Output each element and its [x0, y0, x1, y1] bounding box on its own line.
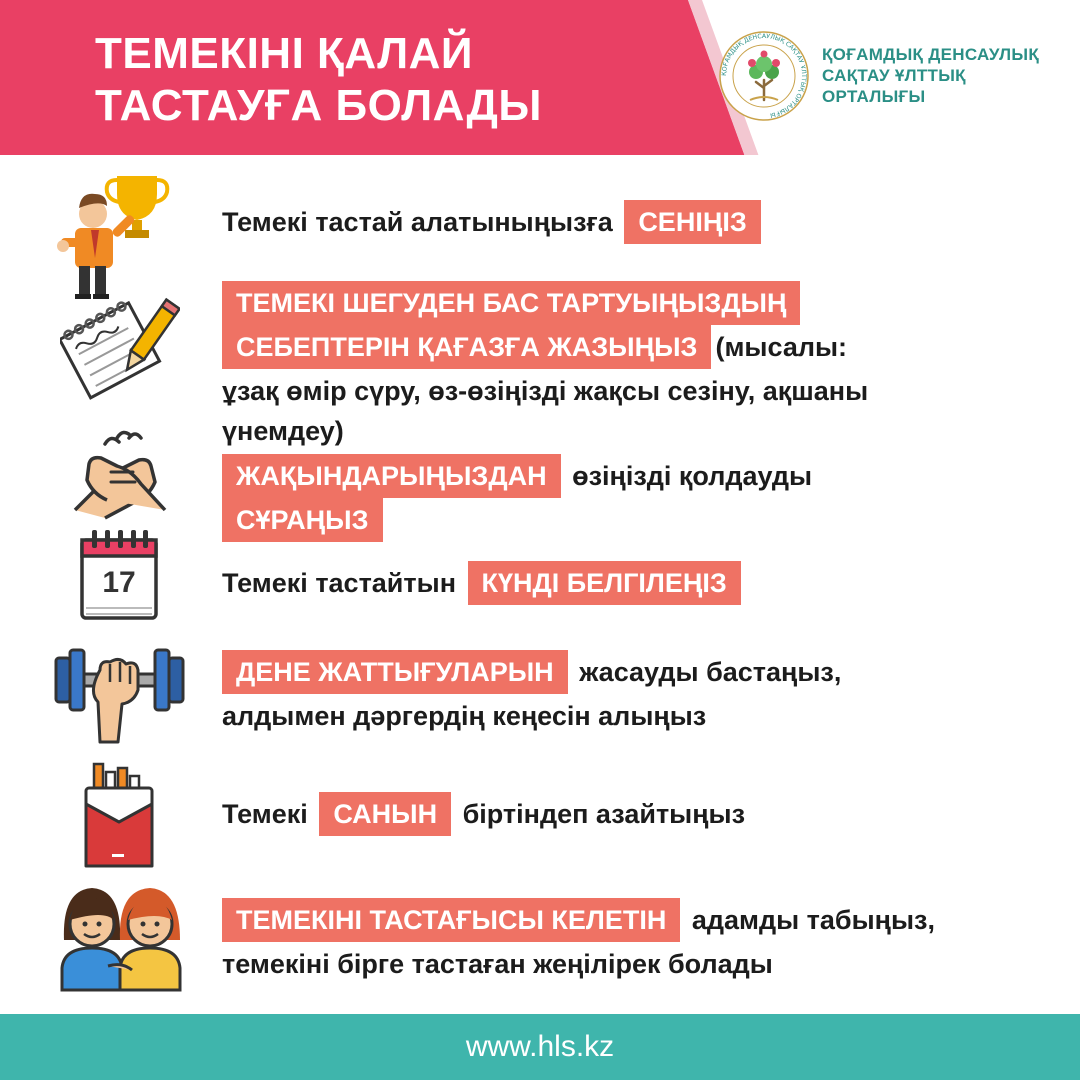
org-name-line-1: ҚОҒАМДЫҚ ДЕНСАУЛЫҚ	[822, 45, 1040, 64]
tip-2-highlight-2: СЕБЕПТЕРІН ҚАҒАЗҒА ЖАЗЫҢЫЗ	[222, 325, 711, 369]
tip-2-plain-after: (мысалы:	[715, 332, 848, 362]
tip-row-3	[0, 422, 1080, 542]
tip-5-plain-line-2: алдымен дәргердің кеңесін алыңыз	[222, 701, 707, 731]
tip-4-plain: Темекі тастайтын	[222, 568, 456, 598]
org-name-line-2: САҚТАУ ҰЛТТЫҚ	[822, 66, 966, 85]
tip-4-highlight: КҮНДІ БЕЛГІЛЕҢІЗ	[468, 561, 741, 605]
tip-7-plain-after: адамды табыңыз,	[691, 905, 935, 935]
org-emblem-icon	[718, 30, 810, 122]
friends-icon	[58, 880, 183, 992]
org-name-line-3: ОРТАЛЫҒЫ	[822, 87, 926, 106]
header-banner	[0, 0, 1080, 155]
footer-bar	[0, 1014, 1080, 1080]
tip-1-highlight: СЕНІҢІЗ	[624, 200, 760, 244]
tip-row-7	[0, 880, 1080, 1000]
calendar-day: 17	[102, 566, 136, 599]
handshake-icon	[65, 422, 175, 522]
tip-1-text	[222, 200, 765, 244]
cigarette-pack-icon	[82, 760, 158, 870]
tip-3-highlight-1: ЖАҚЫНДАРЫҢЫЗДАН	[222, 454, 561, 498]
title-line-1: ТЕМЕКІНІ ҚАЛАЙ	[95, 29, 473, 78]
tip-2-plain-line-3: ұзақ өмір сүру, өз-өзіңізді жақсы сезіну, ақшаны	[222, 376, 869, 406]
tip-5-highlight: ДЕНЕ ЖАТТЫҒУЛАРЫН	[222, 650, 568, 694]
tip-3-plain-after: өзіңізді қолдауды	[572, 461, 813, 491]
tip-7-plain-line-2: темекіні бірге тастаған жеңілірек болады	[222, 949, 773, 979]
tip-7-highlight: ТЕМЕКІНІ ТАСТАҒЫСЫ КЕЛЕТІН	[222, 898, 680, 942]
tip-7-text	[222, 898, 935, 986]
page-title	[95, 28, 542, 132]
tip-row-5	[0, 640, 1080, 750]
calendar-icon	[78, 528, 160, 624]
tip-5-plain-after: жасауды бастаңыз,	[579, 657, 842, 687]
tip-2-highlight-1: ТЕМЕКІ ШЕГУДЕН БАС ТАРТУЫҢЫЗДЫҢ	[222, 281, 800, 325]
emblem-ring-text: ҚОҒАМДЫҚ ДЕНСАУЛЫҚ САҚТАУ ҰЛТТЫҚ ОРТАЛЫҒЫ	[720, 32, 808, 119]
tip-6-plain-before: Темекі	[222, 799, 308, 829]
tip-6-plain-after: біртіндеп азайтыңыз	[462, 799, 746, 829]
tip-6-text	[222, 792, 745, 836]
tip-5-text	[222, 650, 841, 738]
tip-4-text	[222, 561, 745, 605]
notepad-pencil-icon	[60, 297, 180, 402]
website-link[interactable]: www.hls.kz	[465, 1030, 615, 1063]
tip-2-plain-line-4: үнемдеу)	[222, 416, 344, 446]
tip-3-highlight-2: СҰРАҢЫЗ	[222, 498, 383, 542]
org-name	[822, 44, 1039, 107]
tip-6-highlight: САНЫН	[319, 792, 451, 836]
tip-row-6	[0, 760, 1080, 875]
tip-row-4	[0, 528, 1080, 628]
tip-row-2	[0, 275, 1080, 446]
tip-1-plain: Темекі тастай алатыныңызға	[222, 207, 613, 237]
dumbbell-icon	[52, 640, 187, 745]
title-line-2: ТАСТАУҒА БОЛАДЫ	[95, 81, 542, 130]
